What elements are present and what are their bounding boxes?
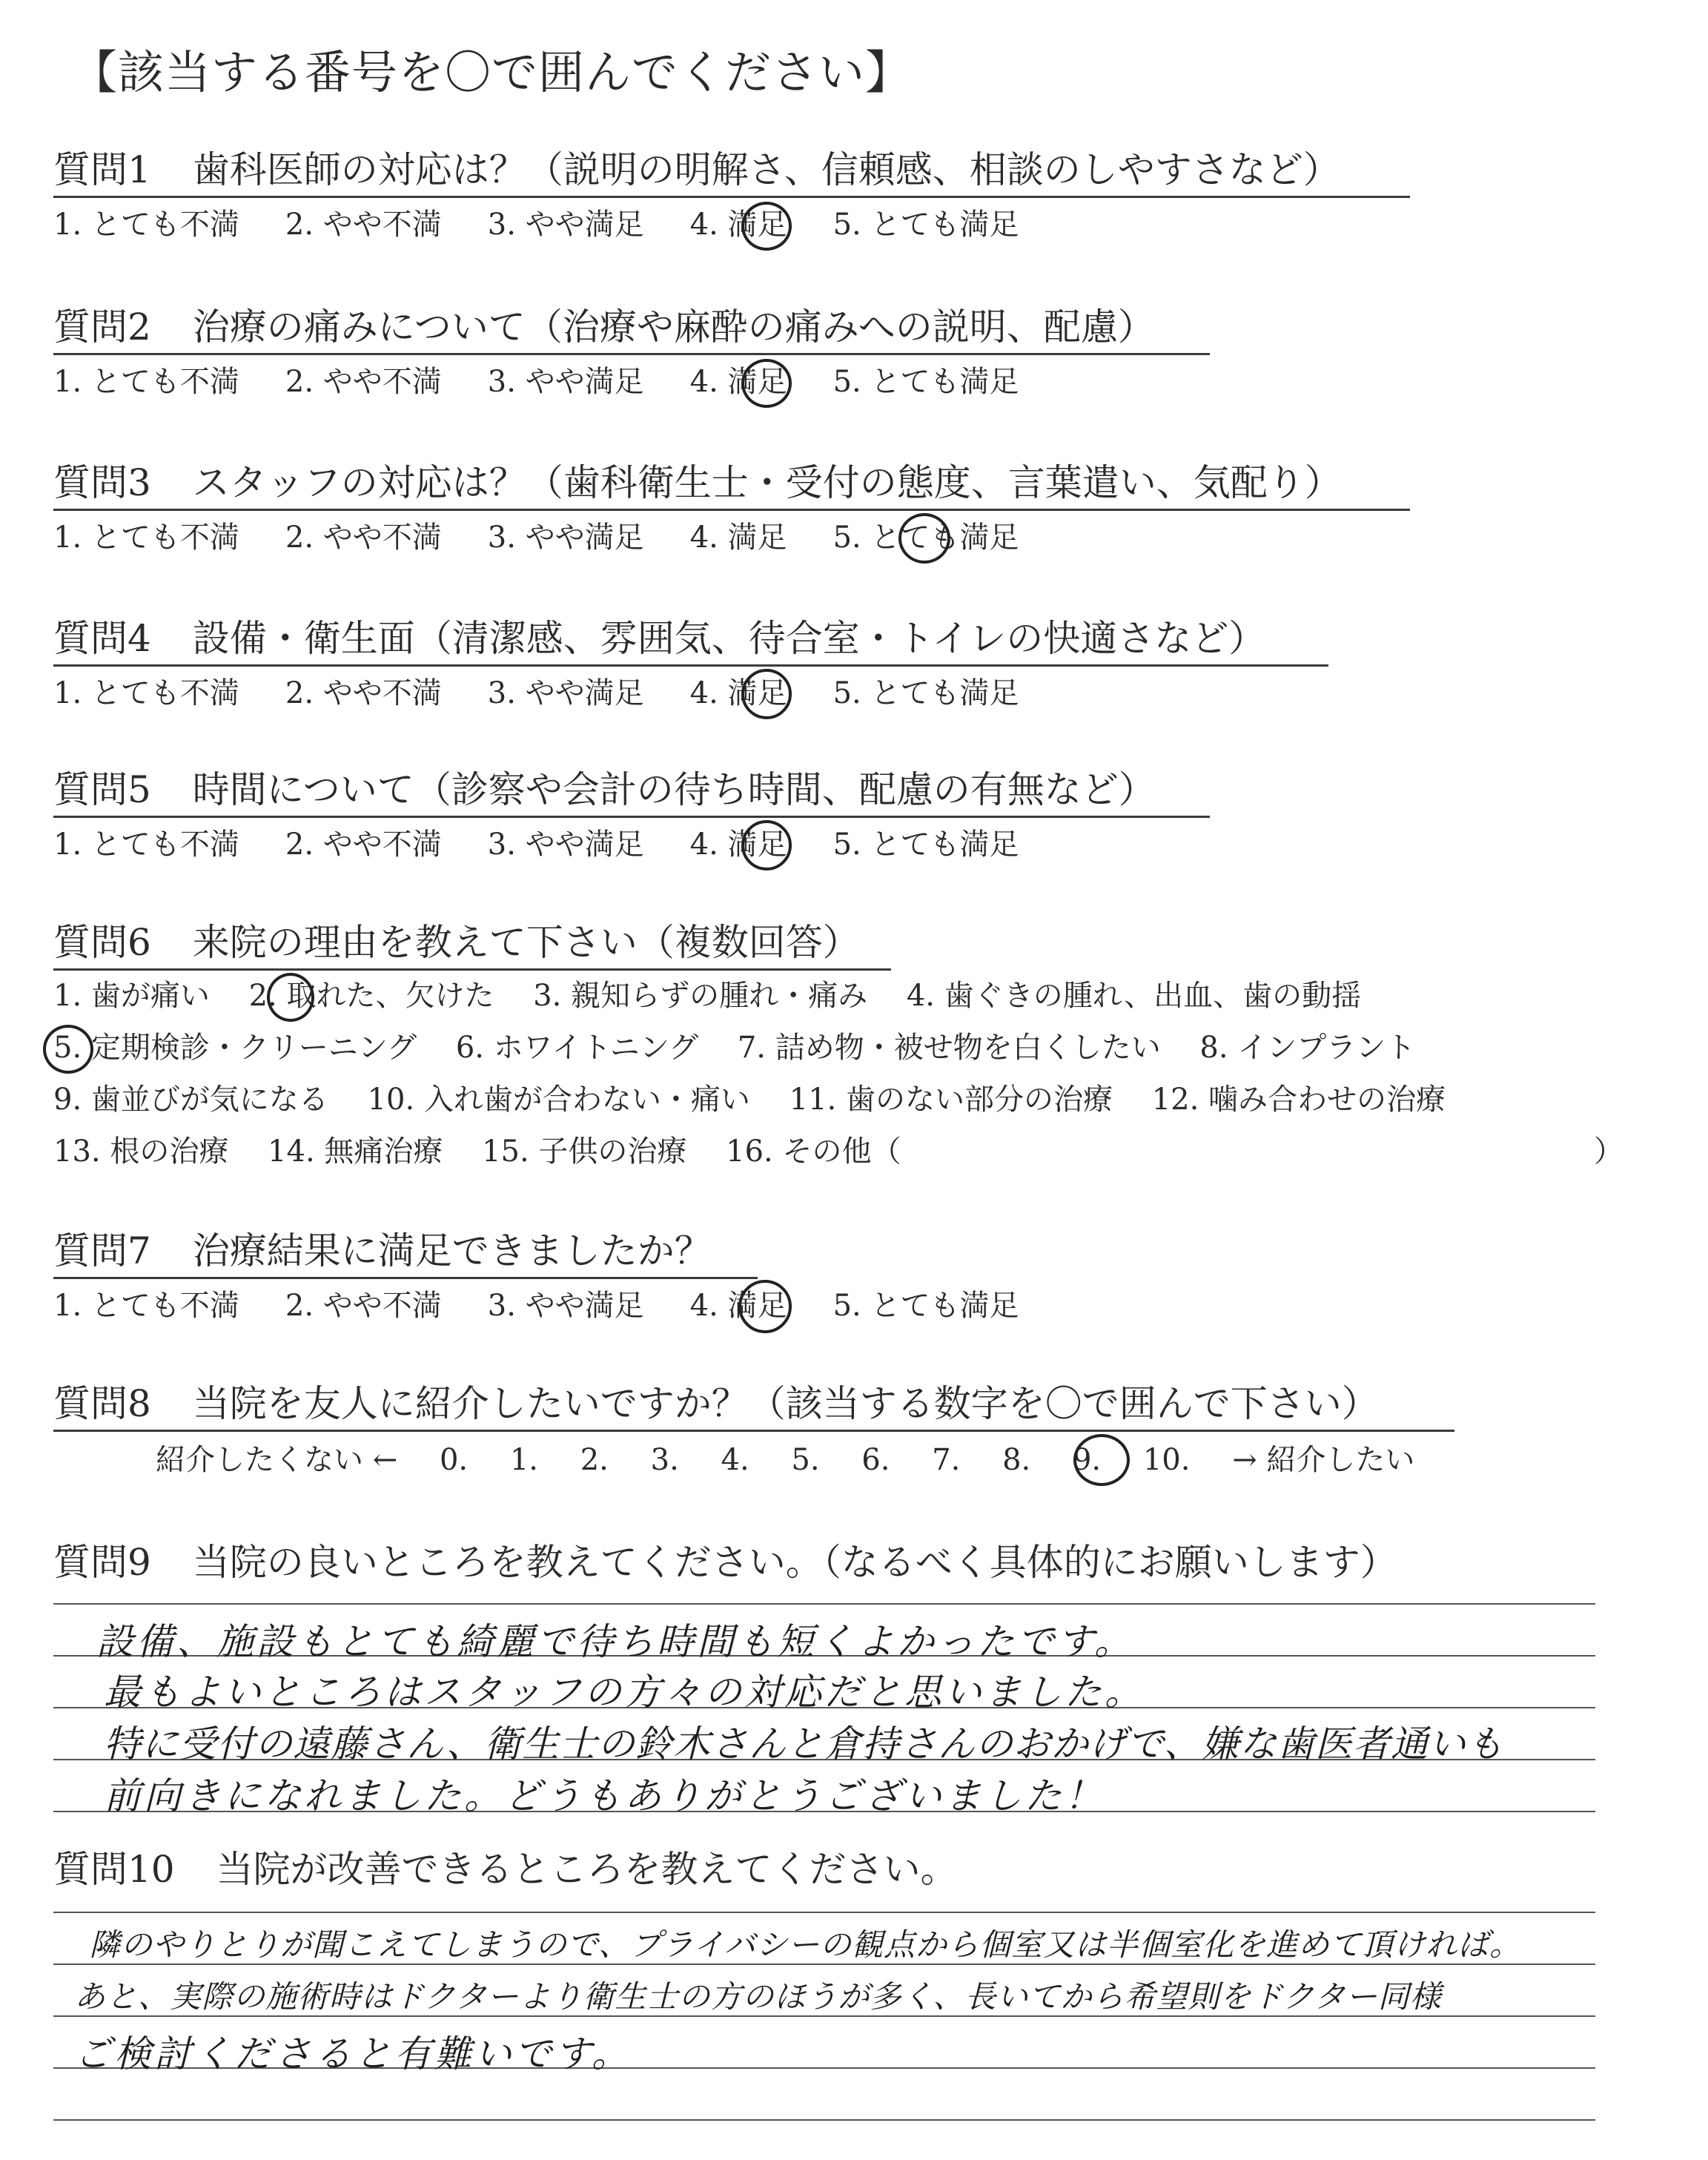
question-text: 来院の理由を教えて下さい（複数回答）: [192, 921, 860, 964]
q6-other-close-paren: ）: [1594, 1135, 1623, 1169]
option[interactable]: 1. とても不満: [53, 1289, 239, 1323]
option-selected[interactable]: 4. 満足: [689, 1289, 787, 1323]
q6-option[interactable]: 8. インプラント: [1199, 1031, 1416, 1065]
q10-handwritten-line: 隣のやりとりが聞こえてしまうので、プライバシーの観点から個室又は半個室化を進めて頂ければ。: [89, 1926, 1522, 1963]
q8-number[interactable]: 8.: [1002, 1443, 1031, 1477]
option[interactable]: 5. とても満足: [833, 208, 1019, 242]
q8-number[interactable]: 4.: [721, 1443, 749, 1477]
answer-line: [53, 1912, 1595, 1913]
option[interactable]: 2. やや不満: [285, 828, 442, 862]
q6-option[interactable]: 15. 子供の治療: [482, 1135, 687, 1169]
question-6: [53, 919, 860, 965]
question-label: 質問2: [53, 305, 151, 349]
q6-row-2: [53, 1029, 1415, 1066]
option-selected[interactable]: 4. 満足: [689, 676, 787, 710]
question-1: [53, 147, 1340, 193]
q6-option[interactable]: 1. 歯が痛い: [53, 979, 210, 1013]
option[interactable]: 3. やや満足: [487, 521, 644, 555]
page-title: 【該当する番号を〇で囲んでください】: [71, 45, 913, 99]
option[interactable]: 5. とても満足: [833, 1289, 1019, 1323]
option[interactable]: 4. 満足: [689, 521, 787, 555]
selection-circle: [43, 1025, 93, 1074]
question-text: 歯科医師の対応は？（説明の明解さ、信頼感、相談のしやすさなど）: [192, 148, 1340, 191]
q8-number[interactable]: 2.: [580, 1443, 609, 1477]
selection-circle: [267, 973, 314, 1022]
option[interactable]: 2. やや不満: [285, 1289, 442, 1323]
option[interactable]: 1. とても不満: [53, 521, 239, 555]
underline: [53, 509, 1410, 511]
option[interactable]: 3. やや満足: [487, 828, 644, 862]
underline: [53, 1430, 1454, 1432]
answer-scale-5: [53, 826, 1065, 863]
answer-scale-4: [53, 675, 1065, 712]
option[interactable]: 1. とても不満: [53, 676, 239, 710]
q8-scale: [156, 1441, 1414, 1479]
option-selected[interactable]: 4. 満足: [689, 365, 787, 399]
option[interactable]: 3. やや満足: [487, 676, 644, 710]
q9-handwritten-line: 特に受付の遠藤さん、衛生士の鈴木さんと倉持さんのおかげで、嫌な歯医者通いも: [104, 1723, 1504, 1766]
q9-handwritten-line: 設備、施設もとても綺麗で待ち時間も短くよかったです。: [96, 1620, 1134, 1663]
question-label: 質問5: [53, 768, 151, 811]
question-text: 治療結果に満足できましたか？: [192, 1229, 712, 1272]
question-10: [53, 1846, 958, 1892]
answer-scale-1: [53, 206, 1065, 243]
q8-number[interactable]: 10.: [1142, 1443, 1191, 1477]
question-3: [53, 460, 1342, 506]
selection-circle: [738, 1280, 792, 1333]
question-text: 当院を友人に紹介したいですか？（該当する数字を〇で囲んで下さい）: [192, 1382, 1379, 1425]
question-9: [53, 1539, 1397, 1585]
q6-row-3: [53, 1081, 1446, 1118]
question-7: [53, 1228, 712, 1274]
q8-number[interactable]: 6.: [861, 1443, 890, 1477]
answer-line: [53, 2119, 1595, 2121]
q6-option[interactable]: 14. 無痛治療: [268, 1135, 443, 1169]
q6-option-other[interactable]: 16. その他（: [726, 1135, 901, 1169]
underline: [53, 353, 1210, 355]
question-text: 当院が改善できるところを教えてください。: [216, 1848, 958, 1891]
option[interactable]: 1. とても不満: [53, 208, 239, 242]
q8-number-selected[interactable]: 9.: [1072, 1443, 1102, 1477]
option[interactable]: 5. とても満足: [833, 828, 1019, 862]
q6-option[interactable]: 6. ホワイトニング: [455, 1031, 699, 1065]
question-8: [53, 1381, 1379, 1427]
underline: [53, 664, 1328, 667]
option[interactable]: 1. とても不満: [53, 365, 239, 399]
question-label: 質問6: [53, 921, 151, 964]
q8-left-label: 紹介したくない ←: [156, 1443, 398, 1477]
option[interactable]: 5. とても満足: [833, 365, 1019, 399]
question-text: スタッフの対応は？（歯科衛生士・受付の態度、言葉遣い、気配り）: [192, 461, 1342, 504]
question-label: 質問1: [53, 148, 151, 191]
option[interactable]: 3. やや満足: [487, 208, 644, 242]
q8-number[interactable]: 3.: [650, 1443, 679, 1477]
q10-handwritten-line: ご検討くださると有難いです。: [74, 2032, 632, 2075]
question-text: 当院の良いところを教えてください。（なるべく具体的にお願いします）: [192, 1541, 1397, 1584]
question-label: 質問3: [53, 461, 151, 504]
option[interactable]: 3. やや満足: [487, 365, 644, 399]
q8-number[interactable]: 0.: [439, 1443, 469, 1477]
option-selected[interactable]: 5. とても満足: [833, 521, 1019, 555]
option[interactable]: 1. とても不満: [53, 828, 239, 862]
q6-option-selected[interactable]: 2. 取れた、欠けた: [248, 979, 494, 1013]
q8-number[interactable]: 1.: [509, 1443, 539, 1477]
q6-option[interactable]: 7. 詰め物・被せ物を白くしたい: [737, 1031, 1161, 1065]
question-text: 時間について（診察や会計の待ち時間、配慮の有無など）: [192, 768, 1156, 811]
option[interactable]: 2. やや不満: [285, 521, 442, 555]
selection-circle: [741, 359, 792, 408]
underline: [53, 816, 1210, 818]
question-label: 質問9: [53, 1541, 151, 1584]
option[interactable]: 2. やや不満: [285, 365, 442, 399]
option[interactable]: 2. やや不満: [285, 676, 442, 710]
answer-scale-7: [53, 1287, 1065, 1324]
question-5: [53, 767, 1156, 813]
q6-option[interactable]: 11. 歯のない部分の治療: [789, 1083, 1113, 1117]
option[interactable]: 3. やや満足: [487, 1289, 644, 1323]
question-2: [53, 304, 1155, 350]
option[interactable]: 5. とても満足: [833, 676, 1019, 710]
question-text: 治療の痛みについて（治療や麻酔の痛みへの説明、配慮）: [192, 305, 1155, 349]
selection-circle: [741, 669, 792, 719]
option-selected[interactable]: 4. 満足: [689, 208, 787, 242]
q6-row-1: [53, 977, 1361, 1014]
q8-right-label: → 紹介したい: [1232, 1443, 1415, 1477]
q6-option[interactable]: 13. 根の治療: [53, 1135, 229, 1169]
selection-circle: [741, 820, 792, 871]
question-label: 質問10: [53, 1848, 175, 1891]
q6-option[interactable]: 9. 歯並びが気になる: [53, 1083, 328, 1117]
selection-circle: [898, 513, 950, 564]
underline: [53, 1277, 758, 1279]
question-4: [53, 615, 1265, 661]
selection-circle: [741, 202, 792, 251]
q6-option-selected[interactable]: 5. 定期検診・クリーニング: [53, 1031, 417, 1065]
q6-option[interactable]: 3. 親知らずの腫れ・痛み: [533, 979, 868, 1013]
q8-number[interactable]: 7.: [932, 1443, 961, 1477]
q9-handwritten-line: 最もよいところはスタッフの方々の対応だと思いました。: [104, 1671, 1145, 1714]
option-selected[interactable]: 4. 満足: [689, 828, 787, 862]
question-label: 質問7: [53, 1229, 151, 1272]
selection-circle: [1073, 1434, 1130, 1486]
q9-handwritten-line: 前向きになれました。どうもありがとうございました！: [104, 1774, 1105, 1817]
underline: [53, 968, 891, 971]
q6-option[interactable]: 4. 歯ぐきの腫れ、出血、歯の動揺: [906, 979, 1362, 1013]
question-label: 質問8: [53, 1382, 151, 1425]
q8-number[interactable]: 5.: [791, 1443, 820, 1477]
answer-line: [53, 1603, 1595, 1605]
underline: [53, 196, 1410, 198]
answer-scale-2: [53, 363, 1065, 400]
q10-handwritten-line: あと、実際の施術時はドクターより衛生士の方のほうが多く、長いてから希望則をドクター同様: [74, 1978, 1442, 2015]
q6-option[interactable]: 12. 噛み合わせの治療: [1151, 1083, 1446, 1117]
question-text: 設備・衛生面（清潔感、雰囲気、待合室・トイレの快適さなど）: [192, 617, 1266, 660]
question-label: 質問4: [53, 617, 151, 660]
q6-row-4: [53, 1133, 901, 1170]
q6-option[interactable]: 10. 入れ歯が合わない・痛い: [367, 1083, 750, 1117]
option[interactable]: 2. やや不満: [285, 208, 442, 242]
